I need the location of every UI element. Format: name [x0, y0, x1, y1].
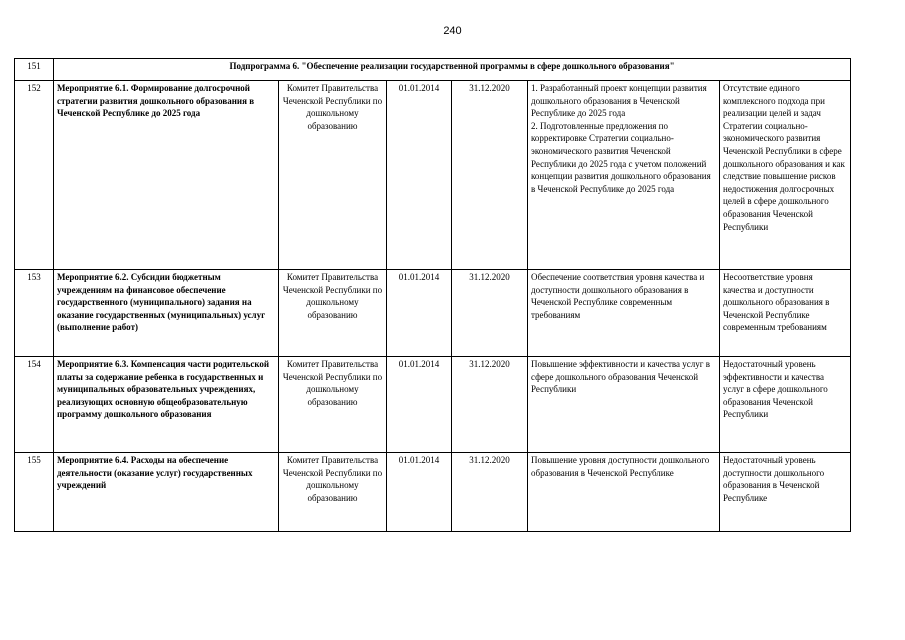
start-date: 01.01.2014	[387, 81, 452, 270]
expected-result: Обеспечение соответствия уровня качества и доступности дошкольного образования в Чеченской Республике современным требованиям	[528, 270, 720, 357]
risk-text: Недостаточный уровень доступности дошкольного образования в Чеченской Республике	[720, 453, 851, 532]
executor: Комитет Правительства Чеченской Республики по дошкольному образованию	[279, 357, 387, 453]
table-row	[15, 453, 851, 532]
risk-text: Отсутствие единого комплексного подхода при реализации целей и задач Стратегии социально-экономического развития Чеченской Республики в сфере дошкольного образования и как следствие повышение рисков недостижения долгосрочных целей в сфере дошкольного образования Чеченской Республики	[720, 81, 851, 270]
expected-result	[528, 81, 720, 270]
measure-title: Мероприятие 6.4. Расходы на обеспечение деятельности (оказание услуг) государственных учреждений	[54, 453, 279, 532]
table-row	[15, 270, 851, 357]
subprogram-title: Подпрограмма 6. "Обеспечение реализации государственной программы в сфере дошкольного образования"	[54, 59, 851, 81]
expected-result: Повышение эффективности и качества услуг в сфере дошкольного образования Чеченской Республики	[528, 357, 720, 453]
row-number: 153	[15, 270, 54, 357]
measure-title: Мероприятие 6.3. Компенсация части родительской платы за содержание ребенка в государственных и муниципальных образовательных учреждениях, реализующих основную общеобразовательную программу дошкольного образования	[54, 357, 279, 453]
executor: Комитет Правительства Чеченской Республики по дошкольному образованию	[279, 270, 387, 357]
end-date: 31.12.2020	[452, 270, 528, 357]
table-row	[15, 81, 851, 270]
risk-text: Недостаточный уровень эффективности и качества услуг в сфере дошкольного образования Чеченской Республики	[720, 357, 851, 453]
page-number: 240	[443, 25, 462, 37]
table-row	[15, 357, 851, 453]
measure-title: Мероприятие 6.1. Формирование долгосрочной стратегии развития дошкольного образования в Чеченской Республике до 2025 года	[54, 81, 279, 270]
row-number: 152	[15, 81, 54, 270]
program-table	[14, 58, 851, 532]
end-date: 31.12.2020	[452, 357, 528, 453]
risk-text: Несоответствие уровня качества и доступности дошкольного образования в Чеченской Республике современным требованиям	[720, 270, 851, 357]
start-date: 01.01.2014	[387, 357, 452, 453]
row-number: 154	[15, 357, 54, 453]
expected-result: Повышение уровня доступности дошкольного образования в Чеченской Республике	[528, 453, 720, 532]
row-number: 151	[15, 59, 54, 81]
expected-result-text: 1. Разработанный проект концепции развития дошкольного образования в Чеченской Республике до 2025 года 2. Подготовленные предложения по корректировке Стратегии социально-экономического развития Чеченской Республики до 2025 года с учетом положений концепции развития дошкольного образования в Чеченской Республике до 2025 года	[531, 83, 711, 194]
executor-text: Комитет Правительства Чеченской Республики по дошкольному образованию	[282, 455, 383, 503]
row-number: 155	[15, 453, 54, 532]
end-date: 31.12.2020	[452, 81, 528, 270]
executor	[279, 453, 387, 532]
measure-title: Мероприятие 6.2. Субсидии бюджетным учреждениям на финансовое обеспечение государственного (муниципального) задания на оказание государственных (муниципальных) услуг (выполнение работ)	[54, 270, 279, 357]
start-date: 01.01.2014	[387, 453, 452, 532]
executor: Комитет Правительства Чеченской Республики по дошкольному образованию	[279, 81, 387, 270]
subprogram-row	[15, 59, 851, 81]
start-date: 01.01.2014	[387, 270, 452, 357]
end-date: 31.12.2020	[452, 453, 528, 532]
